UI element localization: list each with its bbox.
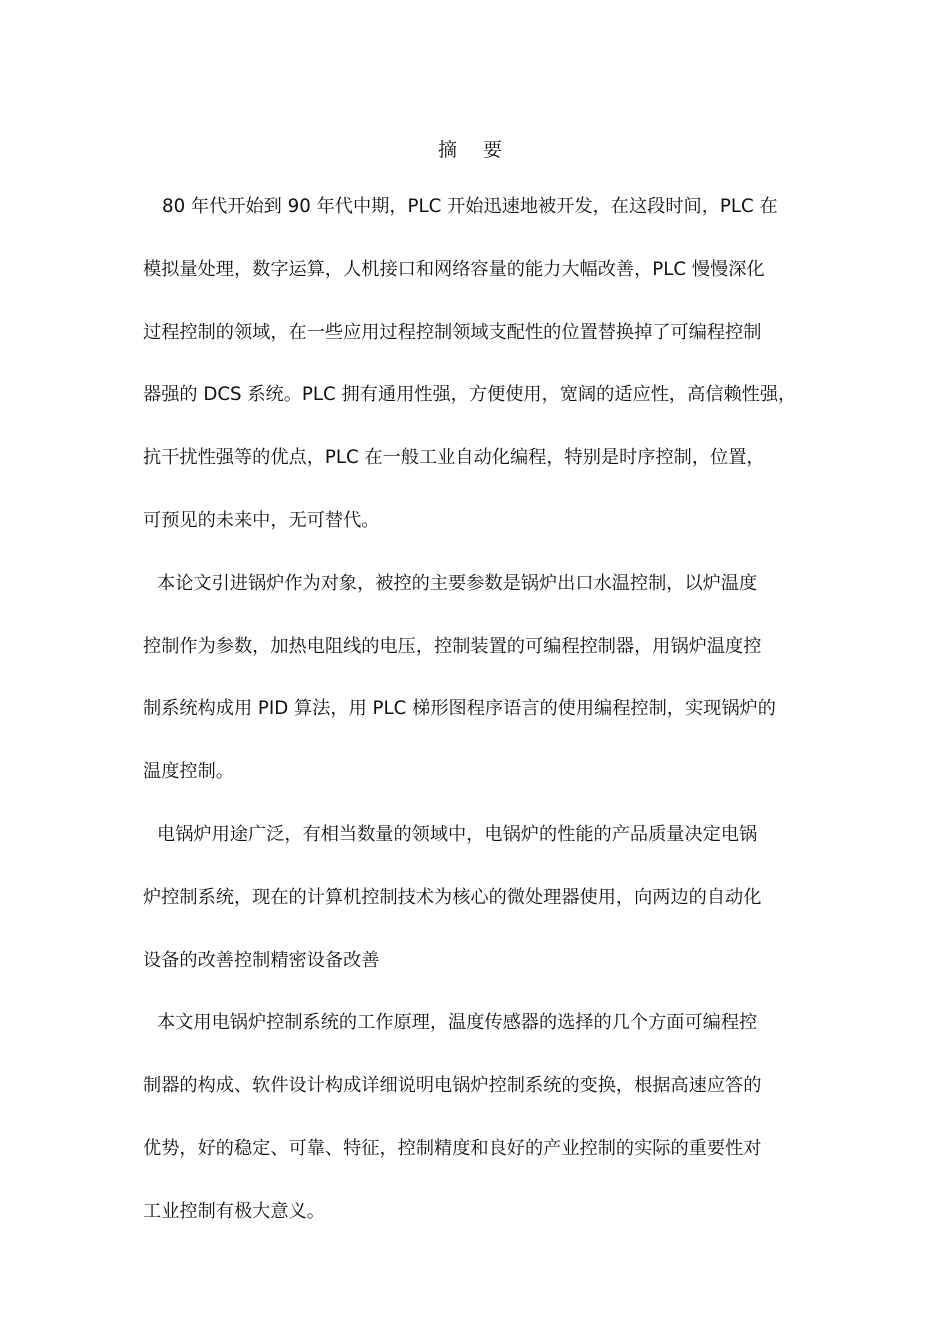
text-line: 设备的改善控制精密设备改善: [143, 949, 380, 971]
text-line: 炉控制系统，现在的计算机控制技术为核心的微处理器使用，向两边的自动化: [143, 886, 762, 908]
text-line: 80 年代开始到 90 年代中期，PLC 开始迅速地被开发，在这段时间，PLC 在: [162, 196, 778, 217]
text-line: 电锅炉用途广泛，有相当数量的领域中，电锅炉的性能的产品质量决定电锅: [157, 823, 758, 845]
abstract-title: 摘 要: [437, 139, 513, 161]
text-line: 工业控制有极大意义。: [143, 1200, 325, 1222]
text-line: 过程控制的领域，在一些应用过程控制领域支配性的位置替换掉了可编程控制: [143, 321, 762, 343]
abstract-body: [143, 193, 823, 1261]
text-line: 制系统构成用 PID 算法，用 PLC 梯形图程序语言的使用编程控制，实现锅炉的: [143, 698, 776, 720]
text-line: 抗干扰性强等的优点，PLC 在一般工业自动化编程，特别是时序控制，位置，: [143, 447, 765, 469]
text-line: 优势，好的稳定、可靠、特征，控制精度和良好的产业控制的实际的重要性对: [143, 1137, 762, 1159]
paragraph: [143, 1009, 823, 1260]
paragraph: [143, 570, 823, 821]
text-line: 可预见的未来中，无可替代。: [143, 509, 380, 531]
text-line: 模拟量处理，数字运算，人机接口和网络容量的能力大幅改善，PLC 慢慢深化: [143, 258, 765, 280]
text-line: 制器的构成、软件设计构成详细说明电锅炉控制系统的变换，根据高速应答的: [143, 1075, 762, 1097]
text-line: 控制作为参数，加热电阻线的电压，控制装置的可编程控制器，用锅炉温度控: [143, 635, 762, 657]
text-line: 本文用电锅炉控制系统的工作原理，温度传感器的选择的几个方面可编程控: [157, 1012, 758, 1034]
text-line: 本论文引进锅炉作为对象，被控的主要参数是锅炉出口水温控制，以炉温度: [157, 572, 758, 594]
text-line: 温度控制。: [143, 761, 234, 783]
paragraph: [143, 193, 823, 570]
paragraph: [143, 821, 823, 1009]
text-line: 器强的 DCS 系统。PLC 拥有通用性强，方便使用，宽阔的适应性，高信赖性强，: [143, 384, 797, 406]
